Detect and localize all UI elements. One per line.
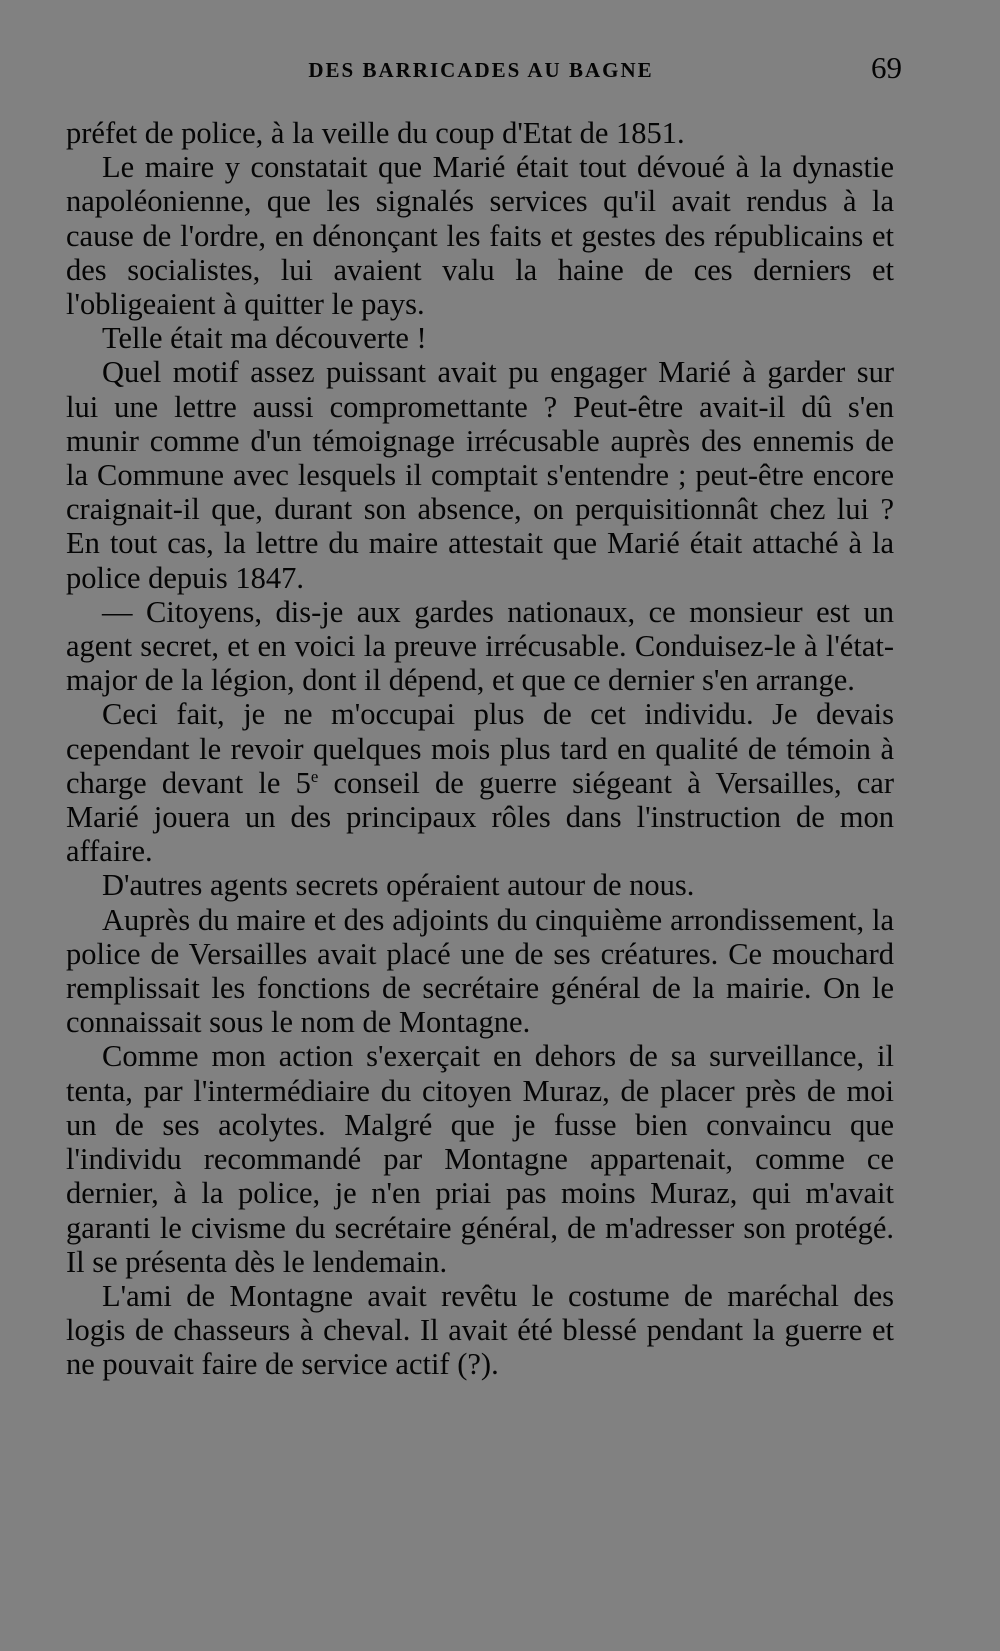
ordinal-superscript: e: [310, 766, 319, 786]
paragraph: — Citoyens, dis-je aux gardes nationaux, ce monsieur est un agent secret, et en voici la preuve irrécusable. Conduisez-le à l'état-major de la légion, dont il dépend, et que ce dernier s'en arrange.: [66, 594, 894, 698]
running-title: DES BARRICADES AU BAGNE: [308, 58, 654, 82]
body-text: [66, 116, 894, 1382]
paragraph-text: Ceci fait, je ne m'occupai plus de cet individu. Je devais cependant le revoir quelques mois plus tard en qualité de témoin à charge devant le 5: [66, 697, 894, 800]
paragraph: Le maire y constatait que Marié était tout dévoué à la dynastie napoléonienne, que les signalés services qu'il avait rendus à la cause de l'ordre, en dénonçant les faits et gestes des républicains et des socialistes, lui avaient valu la haine de ces derniers et l'obligeaient à quitter le pays.: [66, 150, 894, 322]
paragraph: D'autres agents secrets opéraient autour de nous.: [102, 868, 695, 903]
paragraph: [66, 697, 894, 868]
paragraph: Quel motif assez puissant avait pu engager Marié à garder sur lui une lettre aussi compromettante ? Peut-être avait-il dû s'en munir comme d'un témoignage irrécusable auprès des ennemis de la Commune avec lesquels il comptait s'entendre ; peut-être encore craignait-il que, durant son absence, on perquisitionnât chez lui ? En tout cas, la lettre du maire attestait que Marié était attaché à la police depuis 1847.: [66, 355, 894, 595]
page-header: [60, 50, 902, 90]
page-number: 69: [871, 50, 902, 85]
paragraph-text: conseil de guerre siégeant à Versailles, car Marié jouera un des principaux rôles dans l'instruction de mon affaire.: [66, 765, 895, 869]
paragraph: Comme mon action s'exerçait en dehors de sa surveillance, il tenta, par l'intermédiaire du citoyen Muraz, de placer près de moi un de ses acolytes. Malgré que je fusse bien convaincu que l'individu recommandé par Montagne appartenait, comme ce dernier, à la police, je n'en priai pas moins Muraz, qui m'avait garanti le civisme du secrétaire général, de m'adresser son protégé. Il se présenta dès le lendemain.: [66, 1039, 894, 1279]
paragraph: préfet de police, à la veille du coup d'Etat de 1851.: [66, 116, 685, 150]
paragraph: Telle était ma découverte !: [102, 321, 427, 356]
paragraph: L'ami de Montagne avait revêtu le costume de maréchal des logis de chasseurs à cheval. Il avait été blessé pendant la guerre et ne pouvait faire de service actif (?).: [66, 1278, 894, 1382]
paragraph: Auprès du maire et des adjoints du cinquième arrondissement, la police de Versailles avait placé une de ses créatures. Ce mouchard remplissait les fonctions de secrétaire général de la mairie. On le connaissait sous le nom de Montagne.: [66, 902, 894, 1040]
